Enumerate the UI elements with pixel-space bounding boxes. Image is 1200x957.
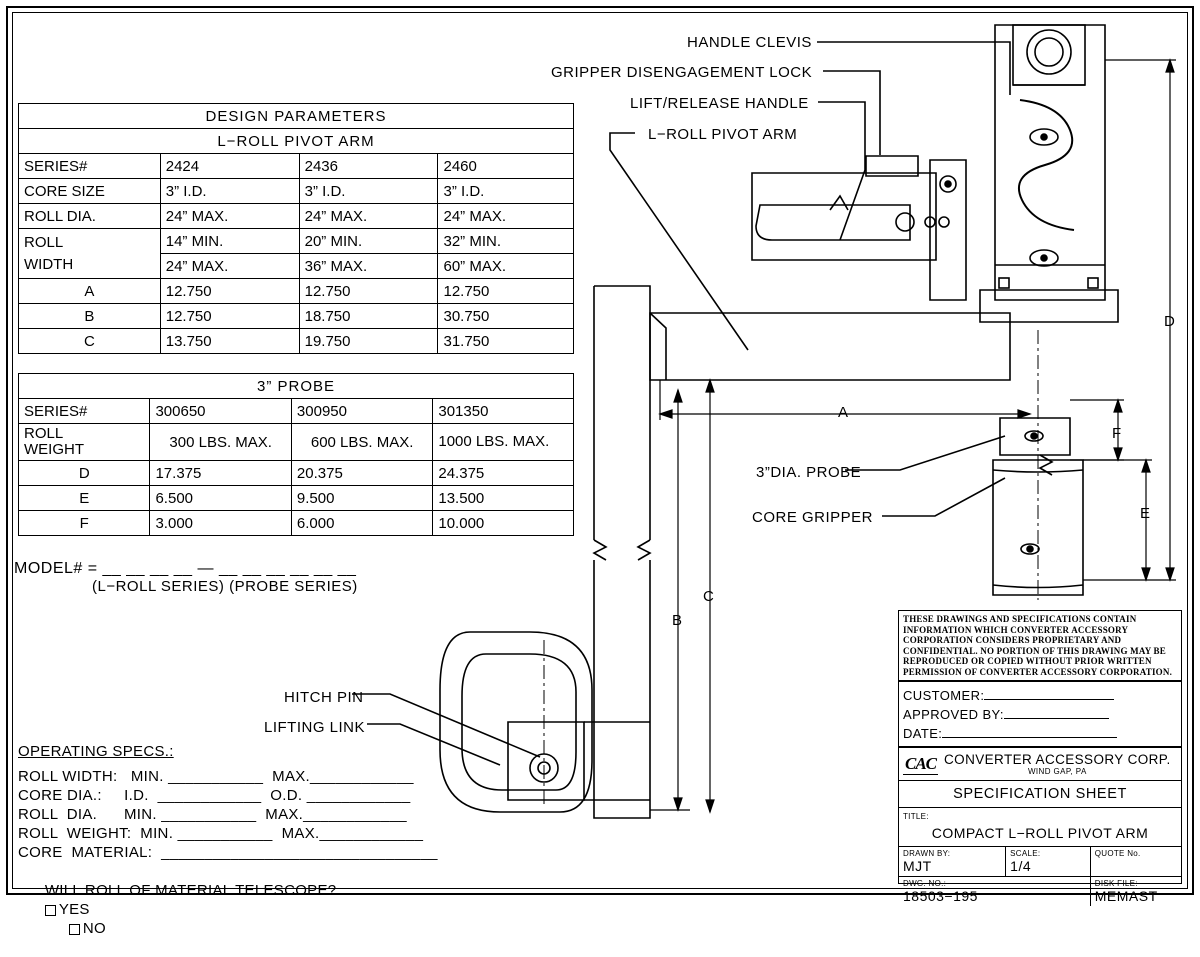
cell: 24.375 — [433, 461, 574, 486]
disk-file-cell — [1091, 877, 1181, 906]
company-name: CONVERTER ACCESSORY CORP. — [944, 752, 1171, 767]
company-city: WIND GAP, PA — [1027, 767, 1087, 776]
scale-label: SCALE: — [1010, 849, 1041, 858]
row-label: ROLL — [19, 229, 161, 254]
cell: 14” MIN. — [160, 229, 299, 254]
row-label-line1: ROLL — [24, 425, 64, 442]
row-label: E — [19, 486, 150, 511]
quote-label: QUOTE No. — [1094, 849, 1141, 858]
row-label: D — [19, 461, 150, 486]
customer-fields — [899, 682, 1181, 748]
table-row — [19, 154, 574, 179]
dwg-no-value: 18503−195 — [903, 888, 978, 904]
table-row — [19, 204, 574, 229]
operating-specs-block — [18, 742, 438, 957]
dimension-label-A: A — [838, 404, 849, 421]
cell: 6.500 — [150, 486, 291, 511]
meta-row-1 — [899, 847, 1181, 877]
row-label: CORE SIZE — [19, 179, 161, 204]
cell: 32” MIN. — [438, 229, 574, 254]
cell: 600 LBS. MAX. — [291, 424, 432, 461]
design-parameters-table — [18, 103, 574, 354]
callout-core-gripper: CORE GRIPPER — [752, 509, 874, 526]
row-label-2: WIDTH — [19, 254, 161, 279]
cell: 20.375 — [291, 461, 432, 486]
cell: 13.500 — [433, 486, 574, 511]
cell: 24” MAX. — [160, 254, 299, 279]
table-row — [19, 279, 574, 304]
design-table-subtitle: L−ROLL PIVOT ARM — [19, 129, 574, 154]
telescope-question-label: WILL ROLL OF MATERIAL TELESCOPE? — [44, 882, 337, 899]
callout-l-roll-pivot-arm: L−ROLL PIVOT ARM — [648, 126, 798, 143]
scale-value: 1/4 — [1010, 858, 1032, 874]
drawn-by-label: DRAWN BY: — [903, 849, 951, 858]
meta-row-2 — [899, 877, 1181, 906]
cell: 17.375 — [150, 461, 291, 486]
telescope-no-label: NO — [82, 920, 106, 937]
operating-spec-line: CORE MATERIAL: ________________________________ — [18, 844, 438, 861]
date-row — [903, 724, 1177, 743]
date-label: DATE: — [903, 726, 943, 741]
cell: 12.750 — [438, 279, 574, 304]
callout-probe: 3”DIA. PROBE — [756, 464, 862, 481]
drawn-by-value: MJT — [903, 858, 932, 874]
title-label: TITLE: — [903, 812, 929, 821]
cell: 6.000 — [291, 511, 432, 536]
callout-gripper-disengagement-lock: GRIPPER DISENGAGEMENT LOCK — [551, 64, 813, 81]
cell: 3.000 — [150, 511, 291, 536]
dimension-label-B: B — [672, 612, 683, 629]
row-label: A — [19, 279, 161, 304]
callout-handle-clevis: HANDLE CLEVIS — [687, 34, 812, 51]
operating-specs-title: OPERATING SPECS.: — [18, 743, 174, 760]
row-label: SERIES# — [19, 399, 150, 424]
dimension-label-D: D — [1164, 313, 1175, 330]
cell: 30.750 — [438, 304, 574, 329]
telescope-yes-label: YES — [58, 901, 90, 918]
customer-input[interactable] — [984, 699, 1114, 700]
callout-lifting-link: LIFTING LINK — [264, 719, 366, 736]
cell: 300650 — [150, 399, 291, 424]
cell: 19.750 — [299, 329, 438, 354]
cell: 12.750 — [160, 304, 299, 329]
cell: 2436 — [299, 154, 438, 179]
operating-spec-line: CORE DIA.: I.D. ____________ O.D. ____________ — [18, 787, 411, 804]
cell: 3” I.D. — [438, 179, 574, 204]
operating-spec-line: ROLL WEIGHT: MIN. ___________ MAX.____________ — [18, 825, 424, 842]
telescope-question-row — [18, 862, 438, 957]
cell: 1000 LBS. MAX. — [433, 424, 574, 461]
approved-label: APPROVED BY: — [903, 707, 1004, 722]
company-row — [899, 748, 1181, 781]
dwg-no-cell — [899, 877, 1091, 906]
design-table-title: DESIGN PARAMETERS — [19, 104, 574, 129]
telescope-no-checkbox[interactable] — [69, 924, 80, 935]
cell: 24” MAX. — [299, 204, 438, 229]
table-row — [19, 229, 574, 254]
cell: 12.750 — [160, 279, 299, 304]
quote-cell — [1091, 847, 1181, 876]
cell: 60” MAX. — [438, 254, 574, 279]
drawn-by-cell — [899, 847, 1006, 876]
operating-spec-line: ROLL DIA. MIN. ___________ MAX.____________ — [18, 806, 407, 823]
table-row — [19, 461, 574, 486]
model-number-legend: (L−ROLL SERIES) (PROBE SERIES) — [92, 578, 358, 595]
table-row — [19, 424, 574, 461]
table-row — [19, 399, 574, 424]
drawing-title: COMPACT L−ROLL PIVOT ARM — [931, 825, 1149, 841]
row-label-line2: WEIGHT — [24, 441, 84, 458]
approved-input[interactable] — [1004, 718, 1109, 719]
dwg-no-label: DWG. NO.: — [903, 879, 947, 888]
cell: 13.750 — [160, 329, 299, 354]
cell: 36” MAX. — [299, 254, 438, 279]
probe-table-title: 3” PROBE — [19, 374, 574, 399]
row-label: C — [19, 329, 161, 354]
row-label: SERIES# — [19, 154, 161, 179]
disk-file-label: DISK FILE: — [1094, 879, 1138, 888]
table-row — [19, 329, 574, 354]
cell: 12.750 — [299, 279, 438, 304]
cell: 10.000 — [433, 511, 574, 536]
company-name-block — [944, 752, 1171, 776]
probe-table — [18, 373, 574, 536]
model-number-block — [14, 560, 358, 595]
row-label: ROLL DIA. — [19, 204, 161, 229]
cell: 300950 — [291, 399, 432, 424]
cac-logo: CAC — [905, 753, 937, 773]
callout-lift-release-handle: LIFT/RELEASE HANDLE — [630, 95, 809, 112]
cell: 2460 — [438, 154, 574, 179]
table-row — [19, 304, 574, 329]
row-label: B — [19, 304, 161, 329]
telescope-yes-checkbox[interactable] — [45, 905, 56, 916]
row-label: F — [19, 511, 150, 536]
row-label — [19, 424, 150, 461]
cell: 31.750 — [438, 329, 574, 354]
cell: 24” MAX. — [160, 204, 299, 229]
cell: 9.500 — [291, 486, 432, 511]
sheet-type: SPECIFICATION SHEET — [899, 781, 1181, 808]
table-row — [19, 511, 574, 536]
cell: 2424 — [160, 154, 299, 179]
model-number-line: MODEL# = __ __ __ __ — __ __ __ __ __ __ — [14, 560, 357, 577]
dimension-label-C: C — [703, 588, 714, 605]
callout-hitch-pin: HITCH PIN — [284, 689, 364, 706]
cell: 3” I.D. — [160, 179, 299, 204]
dimension-label-E: E — [1140, 505, 1151, 522]
customer-label: CUSTOMER: — [903, 688, 985, 703]
dimension-label-F: F — [1112, 425, 1122, 442]
table-row — [19, 179, 574, 204]
approved-row — [903, 705, 1177, 724]
cell: 300 LBS. MAX. — [150, 424, 291, 461]
cell: 24” MAX. — [438, 204, 574, 229]
drawing-title-row — [899, 808, 1181, 847]
table-row — [19, 486, 574, 511]
customer-row — [903, 686, 1177, 705]
cell: 20” MIN. — [299, 229, 438, 254]
cell: 3” I.D. — [299, 179, 438, 204]
date-input[interactable] — [942, 737, 1117, 738]
scale-cell — [1006, 847, 1091, 876]
cell: 18.750 — [299, 304, 438, 329]
table-row — [19, 254, 574, 279]
disk-file-value: MEMAST — [1094, 888, 1158, 904]
operating-spec-line: ROLL WIDTH: MIN. ___________ MAX.____________ — [18, 768, 414, 785]
cell: 301350 — [433, 399, 574, 424]
proprietary-notice: THESE DRAWINGS AND SPECIFICATIONS CONTAIN INFORMATION WHICH CONVERTER ACCESSORY CORPORATION CONSIDERS PROPRIETARY AND CONFIDENTIAL. NO PORTION OF THIS DRAWING MAY BE REPRODUCED OR COPIED WITHOUT PRIOR WRITTEN PERMISSION OF CONVERTER ACCESSORY CORPORATION. — [899, 611, 1181, 682]
title-block — [898, 610, 1182, 904]
